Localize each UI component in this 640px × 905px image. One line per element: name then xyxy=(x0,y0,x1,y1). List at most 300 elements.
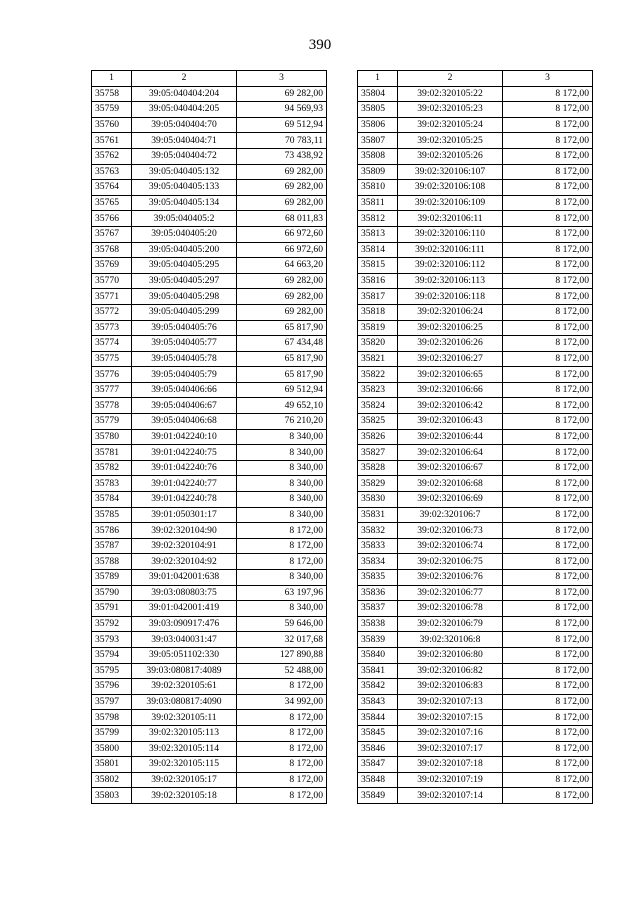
cadastral-number-cell: 39:05:040405:2 xyxy=(132,211,237,227)
table-row xyxy=(92,429,327,445)
table-row xyxy=(92,460,327,476)
table-row xyxy=(358,585,593,601)
cadastral-number-cell: 39:05:040404:204 xyxy=(132,86,237,102)
column-header-number: 1 xyxy=(358,71,398,87)
table-row xyxy=(92,647,327,663)
row-number-cell: 35811 xyxy=(358,195,398,211)
cadastral-number-cell: 39:05:040404:71 xyxy=(132,133,237,149)
table-row xyxy=(358,538,593,554)
cadastral-number-cell: 39:02:320105:22 xyxy=(398,86,503,102)
value-cell: 67 434,48 xyxy=(237,336,327,352)
row-number-cell: 35774 xyxy=(92,336,132,352)
value-cell: 8 340,00 xyxy=(237,601,327,617)
row-number-cell: 35767 xyxy=(92,226,132,242)
cadastral-number-cell: 39:03:090917:476 xyxy=(132,616,237,632)
cadastral-number-cell: 39:05:040405:79 xyxy=(132,367,237,383)
row-number-cell: 35791 xyxy=(92,601,132,617)
cadastral-number-cell: 39:02:320106:80 xyxy=(398,647,503,663)
cadastral-number-cell: 39:01:042240:10 xyxy=(132,429,237,445)
cadastral-number-cell: 39:02:320106:66 xyxy=(398,382,503,398)
value-cell: 69 282,00 xyxy=(237,289,327,305)
value-cell: 8 172,00 xyxy=(237,772,327,788)
row-number-cell: 35816 xyxy=(358,273,398,289)
row-number-cell: 35849 xyxy=(358,788,398,804)
table-row xyxy=(358,211,593,227)
table-row xyxy=(92,382,327,398)
value-cell: 127 890,88 xyxy=(237,647,327,663)
cadastral-number-cell: 39:05:040405:297 xyxy=(132,273,237,289)
value-cell: 8 172,00 xyxy=(503,725,593,741)
table-row xyxy=(358,258,593,274)
cadastral-number-cell: 39:03:080817:4089 xyxy=(132,663,237,679)
table-row xyxy=(92,336,327,352)
cadastral-number-cell: 39:01:042240:78 xyxy=(132,492,237,508)
cadastral-number-cell: 39:02:320105:113 xyxy=(132,725,237,741)
table-row xyxy=(358,601,593,617)
row-number-cell: 35803 xyxy=(92,788,132,804)
cadastral-number-cell: 39:02:320107:19 xyxy=(398,772,503,788)
value-cell: 8 172,00 xyxy=(503,632,593,648)
row-number-cell: 35769 xyxy=(92,258,132,274)
row-number-cell: 35833 xyxy=(358,538,398,554)
cadastral-number-cell: 39:02:320106:78 xyxy=(398,601,503,617)
row-number-cell: 35766 xyxy=(92,211,132,227)
table-row xyxy=(358,694,593,710)
table-row xyxy=(92,117,327,133)
row-number-cell: 35760 xyxy=(92,117,132,133)
row-number-cell: 35782 xyxy=(92,460,132,476)
row-number-cell: 35840 xyxy=(358,647,398,663)
cadastral-number-cell: 39:02:320106:64 xyxy=(398,445,503,461)
cadastral-number-cell: 39:02:320106:109 xyxy=(398,195,503,211)
row-number-cell: 35819 xyxy=(358,320,398,336)
value-cell: 8 172,00 xyxy=(503,320,593,336)
cadastral-number-cell: 39:02:320107:16 xyxy=(398,725,503,741)
table-row xyxy=(92,694,327,710)
cadastral-number-cell: 39:02:320106:68 xyxy=(398,476,503,492)
value-cell: 8 172,00 xyxy=(237,741,327,757)
table-row xyxy=(358,710,593,726)
value-cell: 8 172,00 xyxy=(503,211,593,227)
cadastral-number-cell: 39:02:320106:83 xyxy=(398,679,503,695)
cadastral-number-cell: 39:02:320106:8 xyxy=(398,632,503,648)
value-cell: 8 172,00 xyxy=(503,195,593,211)
table-row xyxy=(358,148,593,164)
row-number-cell: 35835 xyxy=(358,570,398,586)
table-row xyxy=(358,725,593,741)
cadastral-number-cell: 39:02:320105:26 xyxy=(398,148,503,164)
row-number-cell: 35830 xyxy=(358,492,398,508)
row-number-cell: 35837 xyxy=(358,601,398,617)
value-cell: 8 172,00 xyxy=(503,601,593,617)
row-number-cell: 35797 xyxy=(92,694,132,710)
cadastral-number-cell: 39:01:042001:638 xyxy=(132,570,237,586)
table-row xyxy=(92,601,327,617)
row-number-cell: 35780 xyxy=(92,429,132,445)
table-row xyxy=(92,679,327,695)
value-cell: 8 172,00 xyxy=(503,460,593,476)
cadastral-number-cell: 39:01:042001:419 xyxy=(132,601,237,617)
row-number-cell: 35770 xyxy=(92,273,132,289)
value-cell: 69 512,94 xyxy=(237,382,327,398)
value-cell: 65 817,90 xyxy=(237,367,327,383)
row-number-cell: 35800 xyxy=(92,741,132,757)
cadastral-number-cell: 39:02:320107:15 xyxy=(398,710,503,726)
cadastral-number-cell: 39:01:042240:76 xyxy=(132,460,237,476)
table-row xyxy=(358,102,593,118)
row-number-cell: 35838 xyxy=(358,616,398,632)
row-number-cell: 35845 xyxy=(358,725,398,741)
cadastral-number-cell: 39:02:320106:43 xyxy=(398,414,503,430)
row-number-cell: 35781 xyxy=(92,445,132,461)
table-row xyxy=(358,663,593,679)
value-cell: 8 172,00 xyxy=(503,86,593,102)
value-cell: 8 340,00 xyxy=(237,460,327,476)
table-row xyxy=(92,195,327,211)
value-cell: 8 172,00 xyxy=(503,133,593,149)
table-row xyxy=(92,538,327,554)
table-row xyxy=(92,725,327,741)
cadastral-number-cell: 39:03:080817:4090 xyxy=(132,694,237,710)
cadastral-number-cell: 39:02:320107:13 xyxy=(398,694,503,710)
cadastral-number-cell: 39:02:320106:25 xyxy=(398,320,503,336)
row-number-cell: 35804 xyxy=(358,86,398,102)
cadastral-number-cell: 39:02:320104:91 xyxy=(132,538,237,554)
cadastral-number-cell: 39:02:320104:90 xyxy=(132,523,237,539)
column-header-cadastral: 2 xyxy=(132,71,237,87)
table-row xyxy=(92,570,327,586)
table-row xyxy=(92,148,327,164)
cadastral-number-cell: 39:02:320106:107 xyxy=(398,164,503,180)
row-number-cell: 35829 xyxy=(358,476,398,492)
row-number-cell: 35824 xyxy=(358,398,398,414)
cadastral-number-cell: 39:05:040406:68 xyxy=(132,414,237,430)
value-cell: 8 172,00 xyxy=(503,226,593,242)
value-cell: 8 172,00 xyxy=(237,679,327,695)
row-number-cell: 35832 xyxy=(358,523,398,539)
value-cell: 8 172,00 xyxy=(503,507,593,523)
value-cell: 8 172,00 xyxy=(503,445,593,461)
table-row xyxy=(358,429,593,445)
cadastral-number-cell: 39:02:320106:82 xyxy=(398,663,503,679)
value-cell: 69 282,00 xyxy=(237,195,327,211)
value-cell: 64 663,20 xyxy=(237,258,327,274)
cadastral-number-cell: 39:02:320106:42 xyxy=(398,398,503,414)
cadastral-number-cell: 39:01:042240:77 xyxy=(132,476,237,492)
row-number-cell: 35764 xyxy=(92,180,132,196)
right-table xyxy=(357,70,593,804)
row-number-cell: 35836 xyxy=(358,585,398,601)
value-cell: 69 282,00 xyxy=(237,273,327,289)
value-cell: 8 340,00 xyxy=(237,445,327,461)
value-cell: 8 172,00 xyxy=(503,585,593,601)
table-row xyxy=(92,585,327,601)
table-row xyxy=(358,164,593,180)
cadastral-number-cell: 39:02:320106:113 xyxy=(398,273,503,289)
cadastral-number-cell: 39:02:320105:115 xyxy=(132,757,237,773)
table-row xyxy=(92,367,327,383)
row-number-cell: 35779 xyxy=(92,414,132,430)
value-cell: 69 282,00 xyxy=(237,180,327,196)
cadastral-number-cell: 39:02:320107:14 xyxy=(398,788,503,804)
cadastral-number-cell: 39:02:320107:18 xyxy=(398,757,503,773)
cadastral-number-cell: 39:02:320106:44 xyxy=(398,429,503,445)
value-cell: 8 172,00 xyxy=(503,710,593,726)
value-cell: 69 282,00 xyxy=(237,86,327,102)
row-number-cell: 35762 xyxy=(92,148,132,164)
value-cell: 68 011,83 xyxy=(237,211,327,227)
value-cell: 8 172,00 xyxy=(237,757,327,773)
table-row xyxy=(358,304,593,320)
table-row xyxy=(92,632,327,648)
cadastral-number-cell: 39:02:320106:67 xyxy=(398,460,503,476)
row-number-cell: 35772 xyxy=(92,304,132,320)
table-row xyxy=(358,180,593,196)
cadastral-number-cell: 39:02:320107:17 xyxy=(398,741,503,757)
cadastral-number-cell: 39:02:320106:7 xyxy=(398,507,503,523)
row-number-cell: 35798 xyxy=(92,710,132,726)
table-row xyxy=(92,242,327,258)
cadastral-number-cell: 39:05:040405:20 xyxy=(132,226,237,242)
table-row xyxy=(92,102,327,118)
cadastral-number-cell: 39:02:320106:65 xyxy=(398,367,503,383)
row-number-cell: 35822 xyxy=(358,367,398,383)
value-cell: 70 783,11 xyxy=(237,133,327,149)
table-row xyxy=(358,117,593,133)
row-number-cell: 35813 xyxy=(358,226,398,242)
table-row xyxy=(358,226,593,242)
row-number-cell: 35761 xyxy=(92,133,132,149)
row-number-cell: 35794 xyxy=(92,647,132,663)
row-number-cell: 35792 xyxy=(92,616,132,632)
cadastral-number-cell: 39:02:320106:75 xyxy=(398,554,503,570)
row-number-cell: 35814 xyxy=(358,242,398,258)
value-cell: 8 172,00 xyxy=(503,429,593,445)
table-row xyxy=(358,367,593,383)
value-cell: 59 646,00 xyxy=(237,616,327,632)
value-cell: 8 172,00 xyxy=(503,788,593,804)
table-row xyxy=(358,242,593,258)
value-cell: 8 340,00 xyxy=(237,570,327,586)
table-row xyxy=(92,289,327,305)
row-number-cell: 35758 xyxy=(92,86,132,102)
cadastral-number-cell: 39:01:050301:17 xyxy=(132,507,237,523)
row-number-cell: 35831 xyxy=(358,507,398,523)
cadastral-number-cell: 39:02:320105:18 xyxy=(132,788,237,804)
value-cell: 66 972,60 xyxy=(237,226,327,242)
table-row xyxy=(92,554,327,570)
row-number-cell: 35844 xyxy=(358,710,398,726)
cadastral-number-cell: 39:02:320106:111 xyxy=(398,242,503,258)
row-number-cell: 35807 xyxy=(358,133,398,149)
table-row xyxy=(358,507,593,523)
row-number-cell: 35834 xyxy=(358,554,398,570)
value-cell: 8 172,00 xyxy=(503,757,593,773)
value-cell: 8 172,00 xyxy=(503,164,593,180)
row-number-cell: 35793 xyxy=(92,632,132,648)
column-header-value: 3 xyxy=(237,71,327,87)
table-row xyxy=(358,492,593,508)
row-number-cell: 35805 xyxy=(358,102,398,118)
value-cell: 69 282,00 xyxy=(237,164,327,180)
row-number-cell: 35784 xyxy=(92,492,132,508)
cadastral-number-cell: 39:02:320106:112 xyxy=(398,258,503,274)
cadastral-number-cell: 39:05:040406:67 xyxy=(132,398,237,414)
cadastral-number-cell: 39:05:040405:132 xyxy=(132,164,237,180)
cadastral-number-cell: 39:05:040404:70 xyxy=(132,117,237,133)
cadastral-number-cell: 39:02:320105:17 xyxy=(132,772,237,788)
value-cell: 69 512,94 xyxy=(237,117,327,133)
row-number-cell: 35810 xyxy=(358,180,398,196)
table-row xyxy=(358,382,593,398)
value-cell: 66 972,60 xyxy=(237,242,327,258)
cadastral-number-cell: 39:02:320106:11 xyxy=(398,211,503,227)
table-row xyxy=(358,679,593,695)
value-cell: 8 172,00 xyxy=(503,694,593,710)
value-cell: 8 172,00 xyxy=(503,148,593,164)
cadastral-number-cell: 39:05:040405:134 xyxy=(132,195,237,211)
value-cell: 8 172,00 xyxy=(503,102,593,118)
row-number-cell: 35846 xyxy=(358,741,398,757)
cadastral-number-cell: 39:05:040405:299 xyxy=(132,304,237,320)
table-row xyxy=(92,507,327,523)
table-row xyxy=(358,351,593,367)
row-number-cell: 35776 xyxy=(92,367,132,383)
row-number-cell: 35790 xyxy=(92,585,132,601)
table-row xyxy=(92,211,327,227)
table-row xyxy=(92,164,327,180)
row-number-cell: 35841 xyxy=(358,663,398,679)
row-number-cell: 35828 xyxy=(358,460,398,476)
cadastral-number-cell: 39:02:320106:77 xyxy=(398,585,503,601)
value-cell: 34 992,00 xyxy=(237,694,327,710)
cadastral-number-cell: 39:05:040405:77 xyxy=(132,336,237,352)
table-row xyxy=(92,616,327,632)
table-row xyxy=(358,445,593,461)
value-cell: 8 172,00 xyxy=(503,538,593,554)
value-cell: 8 172,00 xyxy=(503,398,593,414)
value-cell: 8 172,00 xyxy=(237,538,327,554)
value-cell: 8 172,00 xyxy=(237,523,327,539)
column-header-value: 3 xyxy=(503,71,593,87)
value-cell: 65 817,90 xyxy=(237,351,327,367)
cadastral-number-cell: 39:05:040405:78 xyxy=(132,351,237,367)
table-row xyxy=(358,414,593,430)
table-row xyxy=(358,632,593,648)
cadastral-number-cell: 39:02:320105:11 xyxy=(132,710,237,726)
cadastral-number-cell: 39:02:320106:26 xyxy=(398,336,503,352)
table-row xyxy=(92,492,327,508)
cadastral-number-cell: 39:02:320106:27 xyxy=(398,351,503,367)
cadastral-number-cell: 39:02:320106:110 xyxy=(398,226,503,242)
cadastral-number-cell: 39:02:320104:92 xyxy=(132,554,237,570)
cadastral-number-cell: 39:02:320106:74 xyxy=(398,538,503,554)
row-number-cell: 35778 xyxy=(92,398,132,414)
cadastral-number-cell: 39:03:080803:75 xyxy=(132,585,237,601)
value-cell: 52 488,00 xyxy=(237,663,327,679)
row-number-cell: 35806 xyxy=(358,117,398,133)
cadastral-number-cell: 39:02:320106:69 xyxy=(398,492,503,508)
cadastral-number-cell: 39:02:320106:79 xyxy=(398,616,503,632)
value-cell: 94 569,93 xyxy=(237,102,327,118)
table-row xyxy=(358,647,593,663)
value-cell: 8 172,00 xyxy=(503,741,593,757)
page-number: 390 xyxy=(308,37,332,53)
row-number-cell: 35802 xyxy=(92,772,132,788)
row-number-cell: 35765 xyxy=(92,195,132,211)
value-cell: 8 172,00 xyxy=(503,273,593,289)
table-row xyxy=(358,741,593,757)
value-cell: 8 340,00 xyxy=(237,429,327,445)
value-cell: 63 197,96 xyxy=(237,585,327,601)
row-number-cell: 35843 xyxy=(358,694,398,710)
value-cell: 8 172,00 xyxy=(503,570,593,586)
column-header-number: 1 xyxy=(92,71,132,87)
row-number-cell: 35788 xyxy=(92,554,132,570)
cadastral-number-cell: 39:01:042240:75 xyxy=(132,445,237,461)
table-row xyxy=(92,304,327,320)
value-cell: 8 172,00 xyxy=(503,679,593,695)
value-cell: 8 172,00 xyxy=(237,554,327,570)
cadastral-number-cell: 39:02:320106:73 xyxy=(398,523,503,539)
cadastral-number-cell: 39:03:040031:47 xyxy=(132,632,237,648)
cadastral-number-cell: 39:02:320105:23 xyxy=(398,102,503,118)
value-cell: 69 282,00 xyxy=(237,304,327,320)
cadastral-number-cell: 39:02:320105:61 xyxy=(132,679,237,695)
table-row xyxy=(92,226,327,242)
table-row xyxy=(92,320,327,336)
table-row xyxy=(92,710,327,726)
cadastral-number-cell: 39:05:040406:66 xyxy=(132,382,237,398)
value-cell: 8 172,00 xyxy=(503,304,593,320)
row-number-cell: 35809 xyxy=(358,164,398,180)
table-row xyxy=(92,772,327,788)
table-row xyxy=(358,336,593,352)
table-row xyxy=(358,398,593,414)
cadastral-number-cell: 39:05:040405:295 xyxy=(132,258,237,274)
value-cell: 8 172,00 xyxy=(503,351,593,367)
row-number-cell: 35823 xyxy=(358,382,398,398)
row-number-cell: 35796 xyxy=(92,679,132,695)
table-row xyxy=(92,273,327,289)
row-number-cell: 35801 xyxy=(92,757,132,773)
row-number-cell: 35815 xyxy=(358,258,398,274)
value-cell: 8 172,00 xyxy=(503,772,593,788)
value-cell: 8 172,00 xyxy=(503,476,593,492)
table-row xyxy=(92,663,327,679)
table-row xyxy=(358,273,593,289)
value-cell: 8 340,00 xyxy=(237,507,327,523)
table-row xyxy=(358,320,593,336)
value-cell: 8 172,00 xyxy=(503,367,593,383)
table-row xyxy=(358,133,593,149)
cadastral-number-cell: 39:05:040405:76 xyxy=(132,320,237,336)
cadastral-number-cell: 39:05:040404:205 xyxy=(132,102,237,118)
value-cell: 8 172,00 xyxy=(503,616,593,632)
table-row xyxy=(358,523,593,539)
table-row xyxy=(358,476,593,492)
column-header-cadastral: 2 xyxy=(398,71,503,87)
value-cell: 8 172,00 xyxy=(503,180,593,196)
row-number-cell: 35777 xyxy=(92,382,132,398)
row-number-cell: 35820 xyxy=(358,336,398,352)
row-number-cell: 35812 xyxy=(358,211,398,227)
value-cell: 8 172,00 xyxy=(503,382,593,398)
table-header-row xyxy=(92,71,327,87)
row-number-cell: 35827 xyxy=(358,445,398,461)
cadastral-number-cell: 39:05:051102:330 xyxy=(132,647,237,663)
table-row xyxy=(358,788,593,804)
